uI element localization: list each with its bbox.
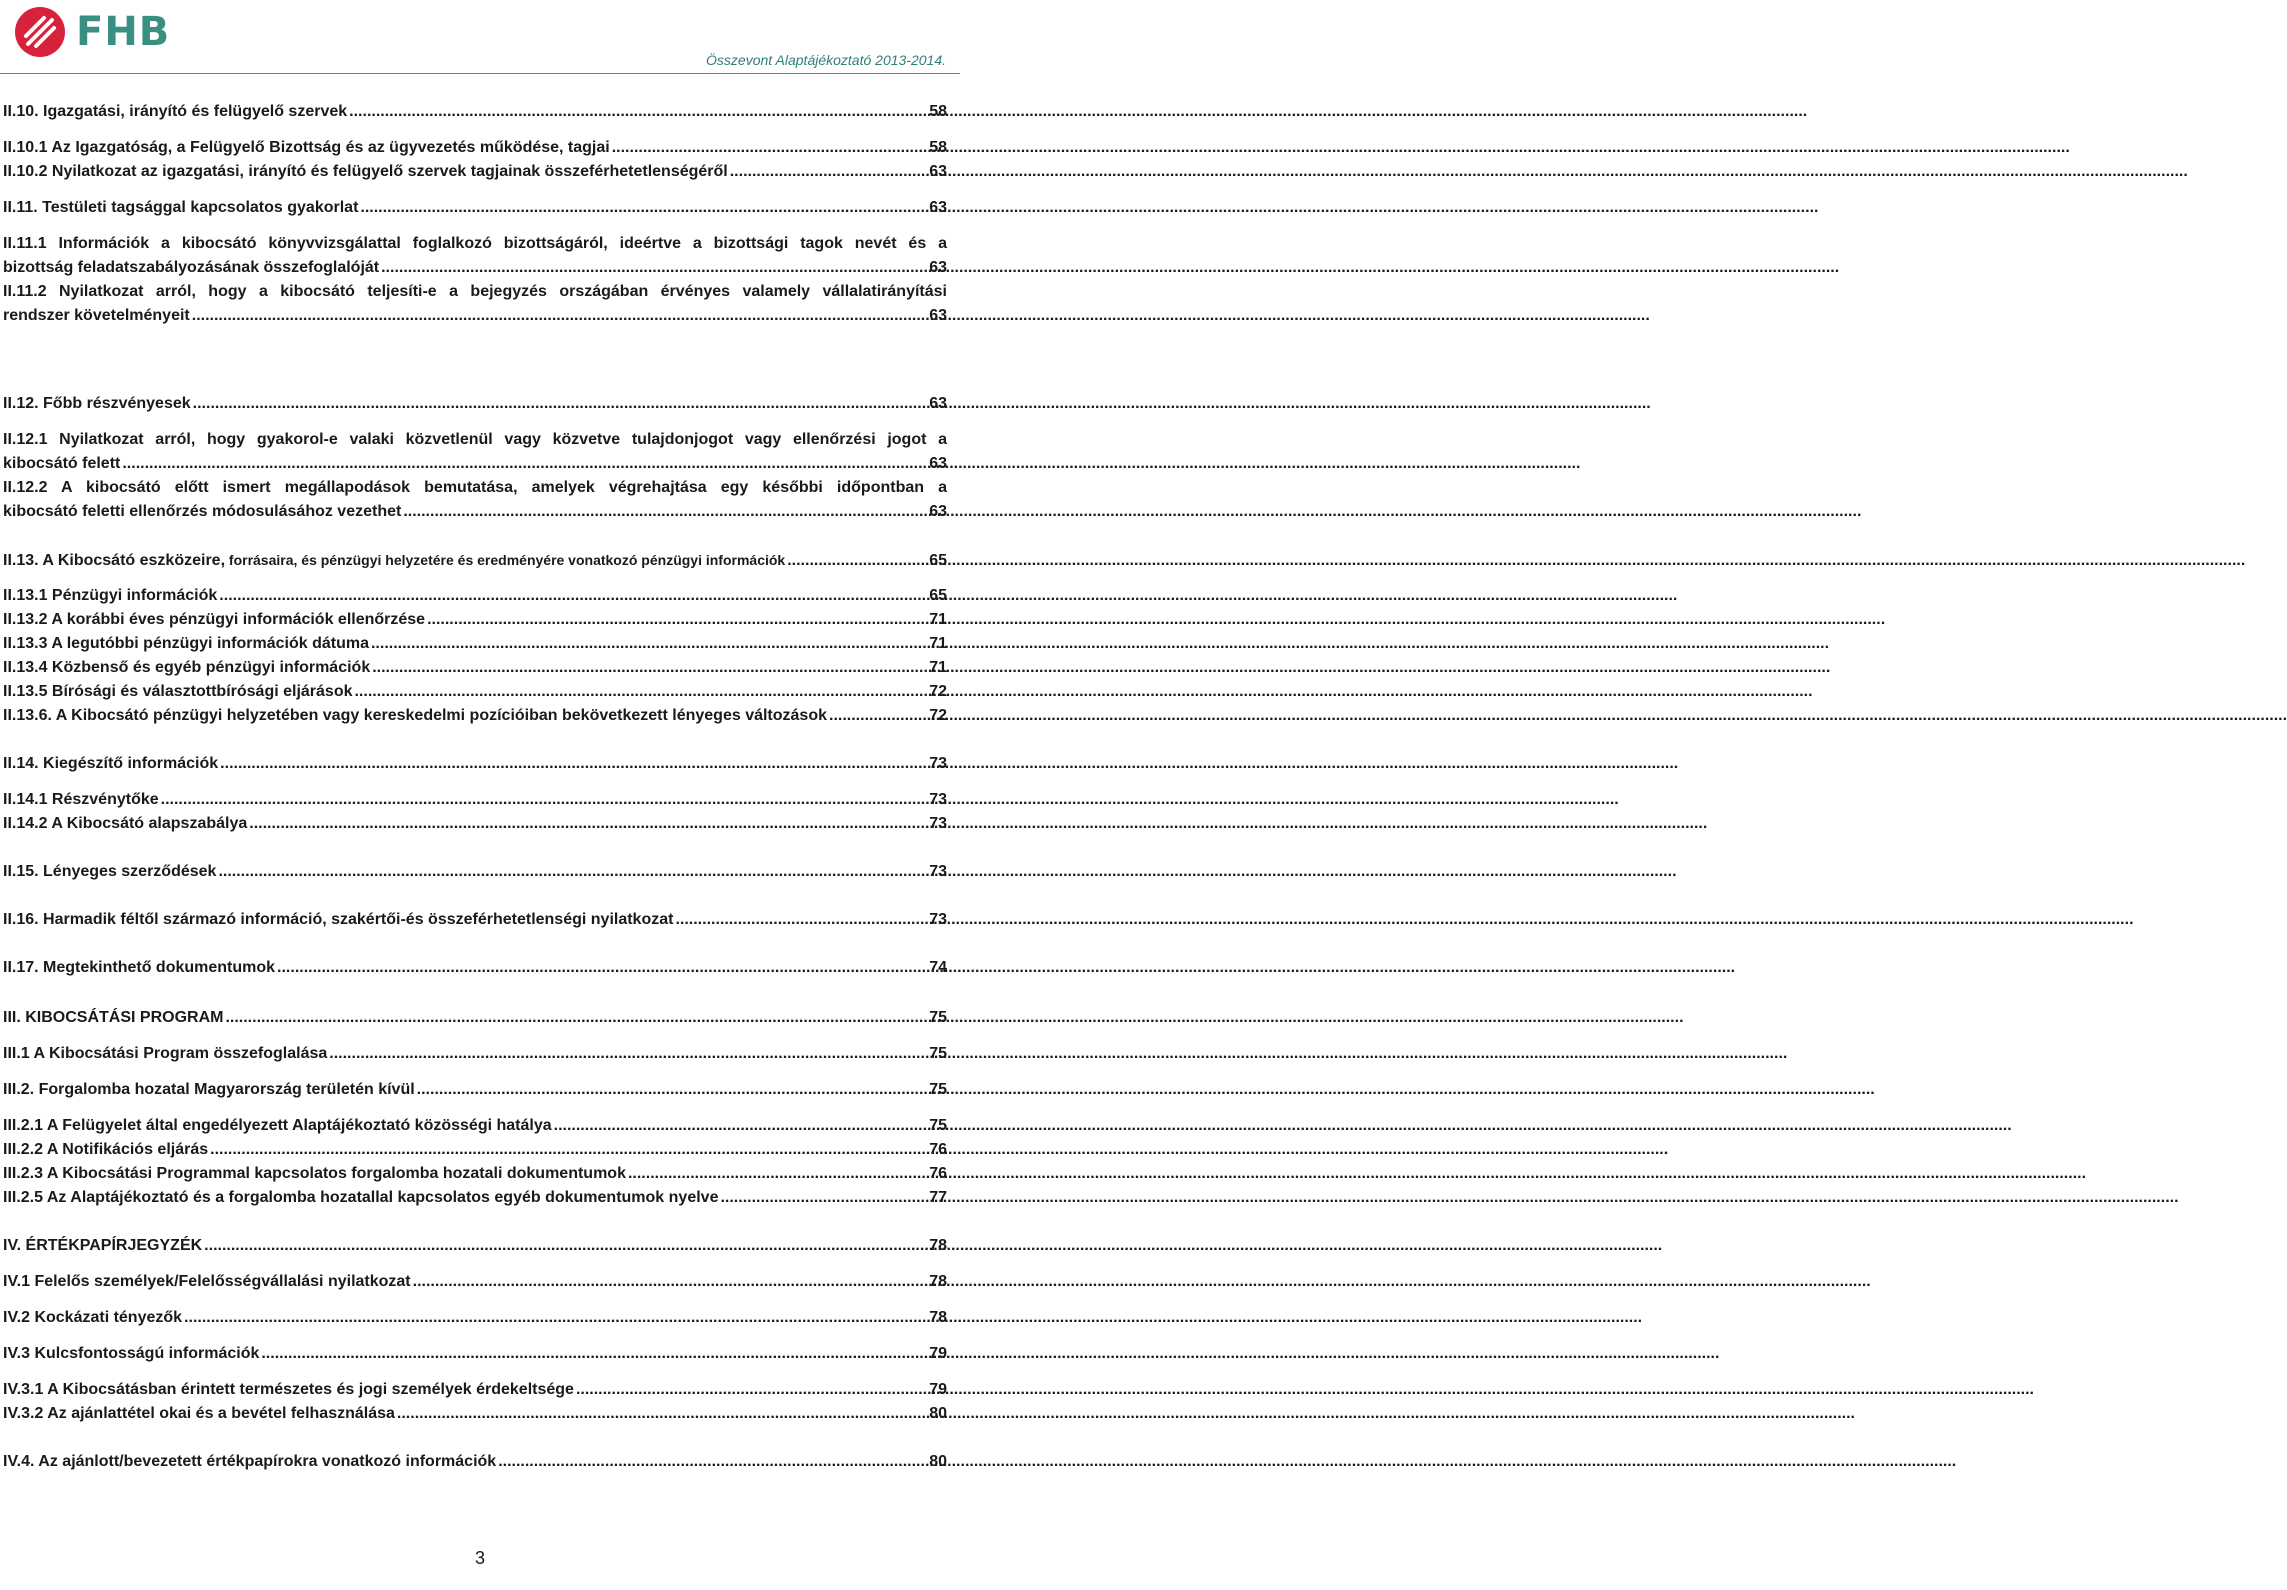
toc-entry-title: IV. ÉRTÉKPAPÍRJEGYZÉK	[3, 1237, 203, 1254]
brand-name: FHB	[76, 9, 171, 55]
toc-entry-page: 58	[929, 139, 947, 156]
toc-entry-title: II.14.2 A Kibocsátó alapszabálya	[3, 815, 248, 832]
toc-entry[interactable]	[3, 1042, 947, 1066]
toc-entry[interactable]	[3, 680, 947, 704]
toc-entry[interactable]	[3, 1450, 947, 1474]
toc-entry-page: 79	[929, 1381, 947, 1398]
toc-entry-page: 73	[929, 791, 947, 808]
toc-entry-title-line1: II.12.2 A kibocsátó előtt ismert megállapodások bemutatása, amelyek végrehajtása egy későbbi időpontban a	[3, 479, 947, 496]
toc-entry-title: III.1 A Kibocsátási Program összefoglalása	[3, 1045, 328, 1062]
toc-entry[interactable]	[3, 752, 947, 776]
toc-entry-page: 71	[929, 635, 947, 652]
toc-entry-title: kibocsátó feletti ellenőrzés módosulásához vezethet	[3, 503, 402, 520]
toc-entry-title: II.13.1 Pénzügyi információk	[3, 587, 218, 604]
fhb-logo	[14, 6, 170, 58]
toc-entry[interactable]	[3, 704, 947, 728]
toc-leader-dots	[427, 608, 927, 632]
toc-entry-title: II.13.6. A Kibocsátó pénzügyi helyzetében vagy kereskedelmi pozícióiban bekövetkezett lényeges változások	[3, 707, 827, 724]
toc-entry-title: II.13.4 Közbenső és egyéb pénzügyi információk	[3, 659, 371, 676]
toc-entry-title: IV.3 Kulcsfontosságú információk	[3, 1345, 260, 1362]
toc-entry-page: 75	[929, 1081, 947, 1098]
toc-leader-dots	[612, 136, 927, 160]
toc-entry-title: III.2.3 A Kibocsátási Programmal kapcsolatos forgalomba hozatali dokumentumok	[3, 1165, 626, 1182]
toc-entry-page: 65	[929, 552, 947, 569]
toc-entry-page: 77	[929, 1189, 947, 1206]
toc-entry-title: II.15. Lényeges szerződések	[3, 863, 217, 880]
toc-entry-page: 80	[929, 1405, 947, 1422]
toc-entry[interactable]	[3, 196, 947, 220]
toc-entry-page: 63	[929, 395, 947, 412]
toc-entry-title: II.16. Harmadik féltől származó információ, szakértői-és összeférhetetlenségi nyilatkozat	[3, 911, 674, 928]
toc-entry-title: II.13.3 A legutóbbi pénzügyi információk dátuma	[3, 635, 369, 652]
toc-entry[interactable]	[3, 908, 947, 932]
toc-entry[interactable]	[3, 476, 947, 524]
toc-entry-title: II.12. Főbb részvényesek	[3, 395, 191, 412]
toc-entry-title: III.2.1 A Felügyelet által engedélyezett Alaptájékoztató közösségi hatálya	[3, 1117, 552, 1134]
toc-entry-title: kibocsátó felett	[3, 455, 121, 472]
toc-leader-dots	[261, 1342, 927, 1366]
toc-entry-title: III.2.5 Az Alaptájékoztató és a forgalomba hozatallal kapcsolatos egyéb dokumentumok nyelve	[3, 1189, 719, 1206]
toc-leader-dots	[354, 680, 927, 704]
toc-entry[interactable]	[3, 136, 947, 160]
toc-entry-page: 71	[929, 659, 947, 676]
toc-entry[interactable]	[3, 1234, 947, 1258]
header-divider	[0, 73, 960, 74]
toc-leader-dots	[829, 704, 927, 728]
toc-entry-page: 63	[929, 307, 947, 324]
toc-entry-title: III. KIBOCSÁTÁSI PROGRAM	[3, 1009, 224, 1026]
toc-entry-title: II.10. Igazgatási, irányító és felügyelő szervek	[3, 103, 348, 120]
toc-entry[interactable]	[3, 860, 947, 884]
toc-entry-title: IV.3.2 Az ajánlattétel okai és a bevétel felhasználása	[3, 1405, 395, 1422]
toc-entry-title: II.14. Kiegészítő információk	[3, 755, 219, 772]
toc-entry-page: 76	[929, 1141, 947, 1158]
toc-entry-page: 63	[929, 259, 947, 276]
toc-entry[interactable]	[3, 608, 947, 632]
toc-entry-page: 78	[929, 1273, 947, 1290]
toc-leader-dots	[381, 256, 927, 280]
toc-entry[interactable]	[3, 548, 947, 573]
toc-leader-dots	[277, 956, 927, 980]
toc-entry-title-line1: II.11.2 Nyilatkozat arról, hogy a kibocsátó teljesíti-e a bejegyzés országában érvényes valamely vállalatirányítási	[3, 283, 947, 300]
toc-entry-title: III.2.2 A Notifikációs eljárás	[3, 1141, 209, 1158]
toc-entry-page: 72	[929, 707, 947, 724]
toc-leader-dots	[730, 160, 927, 184]
toc-entry[interactable]	[3, 788, 947, 812]
toc-leader-dots	[675, 908, 927, 932]
toc-leader-dots	[628, 1162, 927, 1186]
toc-leader-dots	[397, 1402, 927, 1426]
toc-entry-title: II.13.5 Bírósági és választottbírósági eljárások	[3, 683, 353, 700]
toc-entry-title-line1: II.12.1 Nyilatkozat arról, hogy gyakorol-e valaki közvetlenül vagy közvetve tulajdonjogot vagy ellenőrzési jogot a	[3, 431, 947, 448]
toc-entry[interactable]	[3, 812, 947, 836]
toc-entry[interactable]	[3, 956, 947, 980]
toc-entry-page: 73	[929, 755, 947, 772]
toc-entry-page: 65	[929, 587, 947, 604]
toc-entry-page: 71	[929, 611, 947, 628]
toc-entry-page: 76	[929, 1165, 947, 1182]
toc-leader-dots	[554, 1114, 928, 1138]
toc-entry-page: 78	[929, 1237, 947, 1254]
toc-entry-title: II.17. Megtekinthető dokumentumok	[3, 959, 276, 976]
toc-entry-title: II.10.1 Az Igazgatóság, a Felügyelő Bizottság és az ügyvezetés működése, tagjai	[3, 139, 610, 156]
toc-entry-page: 74	[929, 959, 947, 976]
toc-entry[interactable]	[3, 1162, 947, 1186]
toc-entry-title: IV.4. Az ajánlott/bevezetett értékpapírokra vonatkozó információk	[3, 1453, 497, 1470]
toc-entry-page: 73	[929, 911, 947, 928]
toc-leader-dots	[219, 584, 927, 608]
toc-entry[interactable]	[3, 1138, 947, 1162]
toc-leader-dots	[371, 632, 927, 656]
toc-leader-dots	[417, 1078, 928, 1102]
toc-entry-page: 79	[929, 1345, 947, 1362]
toc-entry-page: 58	[929, 103, 947, 120]
toc-entry-title: IV.2 Kockázati tényezők	[3, 1309, 183, 1326]
toc-leader-dots	[220, 752, 927, 776]
toc-entry[interactable]	[3, 280, 947, 328]
toc-entry[interactable]	[3, 632, 947, 656]
toc-leader-dots	[372, 656, 927, 680]
toc-leader-dots	[498, 1450, 927, 1474]
toc-entry-page: 63	[929, 163, 947, 180]
toc-entry[interactable]	[3, 1006, 947, 1030]
toc-entry[interactable]	[3, 584, 947, 608]
toc-leader-dots	[210, 1138, 927, 1162]
toc-entry-title: III.2. Forgalomba hozatal Magyarország területén kívül	[3, 1081, 415, 1098]
toc-entry-title: II.10.2 Nyilatkozat az igazgatási, irányító és felügyelő szervek tagjainak összeférhetetlenségéről	[3, 163, 728, 180]
toc-entry[interactable]	[3, 1342, 947, 1366]
toc-entry[interactable]	[3, 100, 947, 124]
toc-leader-dots	[413, 1270, 928, 1294]
toc-entry[interactable]	[3, 1378, 947, 1402]
toc-entry-page: 78	[929, 1309, 947, 1326]
toc-entry-title: rendszer követelményeit	[3, 307, 190, 324]
toc-leader-dots	[192, 304, 927, 328]
document-title: Összevont Alaptájékoztató 2013-2014.	[706, 52, 946, 68]
toc-entry[interactable]	[3, 1186, 947, 1210]
toc-entry-page: 75	[929, 1009, 947, 1026]
toc-entry-page: 63	[929, 503, 947, 520]
toc-leader-dots	[403, 500, 927, 524]
toc-entry-page: 75	[929, 1117, 947, 1134]
toc-entry-page: 72	[929, 683, 947, 700]
toc-entry-title: bizottság feladatszabályozásának összefoglalóját	[3, 259, 380, 276]
toc-leader-dots	[720, 1186, 927, 1210]
toc-entry-title: IV.1 Felelős személyek/Felelősségvállalási nyilatkozat	[3, 1273, 411, 1290]
toc-entry-title: II.14.1 Részvénytőke	[3, 791, 159, 808]
toc-entry-page: 80	[929, 1453, 947, 1470]
fhb-logo-mark-icon	[14, 6, 66, 58]
toc-leader-dots	[576, 1378, 927, 1402]
toc-entry[interactable]	[3, 1402, 947, 1426]
toc-leader-dots	[204, 1234, 927, 1258]
toc-leader-dots	[360, 196, 927, 220]
toc-entry-title: IV.3.1 A Kibocsátásban érintett természetes és jogi személyek érdekeltsége	[3, 1381, 574, 1398]
toc-leader-dots	[787, 549, 927, 573]
toc-entry[interactable]	[3, 232, 947, 280]
toc-entry-title: II.11. Testületi tagsággal kapcsolatos gyakorlat	[3, 199, 359, 216]
page-number: 3	[474, 1548, 485, 1568]
toc-entry-page: 73	[929, 815, 947, 832]
toc-entry-title-line1: II.11.1 Információk a kibocsátó könyvvizsgálattal foglalkozó bizottságáról, ideértve a bizottsági tagok nevét és a	[3, 235, 947, 252]
toc-leader-dots	[225, 1006, 927, 1030]
toc-leader-dots	[329, 1042, 927, 1066]
toc-entry[interactable]	[3, 1114, 947, 1138]
toc-entry-page: 63	[929, 199, 947, 216]
toc-leader-dots	[193, 392, 928, 416]
toc-entry[interactable]	[3, 1270, 947, 1294]
toc-entry[interactable]	[3, 392, 947, 416]
toc-entry[interactable]	[3, 1306, 947, 1330]
toc-leader-dots	[161, 788, 928, 812]
page-header	[0, 0, 960, 76]
toc-entry-page: 73	[929, 863, 947, 880]
toc-entry[interactable]	[3, 1078, 947, 1102]
toc-leader-dots	[218, 860, 927, 884]
toc-entry-title-small: forrásaira, és pénzügyi helyzetére és eredményére vonatkozó pénzügyi információk	[225, 552, 786, 568]
toc-entry-title	[3, 548, 785, 573]
toc-entry-title: II.13.2 A korábbi éves pénzügyi információk ellenőrzése	[3, 611, 426, 628]
toc-leader-dots	[122, 452, 927, 476]
toc-leader-dots	[249, 812, 927, 836]
toc-leader-dots	[349, 100, 927, 124]
toc-leader-dots	[184, 1306, 927, 1330]
toc-entry[interactable]	[3, 656, 947, 680]
toc-entry[interactable]	[3, 160, 947, 184]
toc-entry[interactable]	[3, 428, 947, 476]
toc-entry-page: 75	[929, 1045, 947, 1062]
toc-entry-page: 63	[929, 455, 947, 472]
toc-entry-title-main: II.13. A Kibocsátó eszközeire,	[3, 552, 226, 569]
